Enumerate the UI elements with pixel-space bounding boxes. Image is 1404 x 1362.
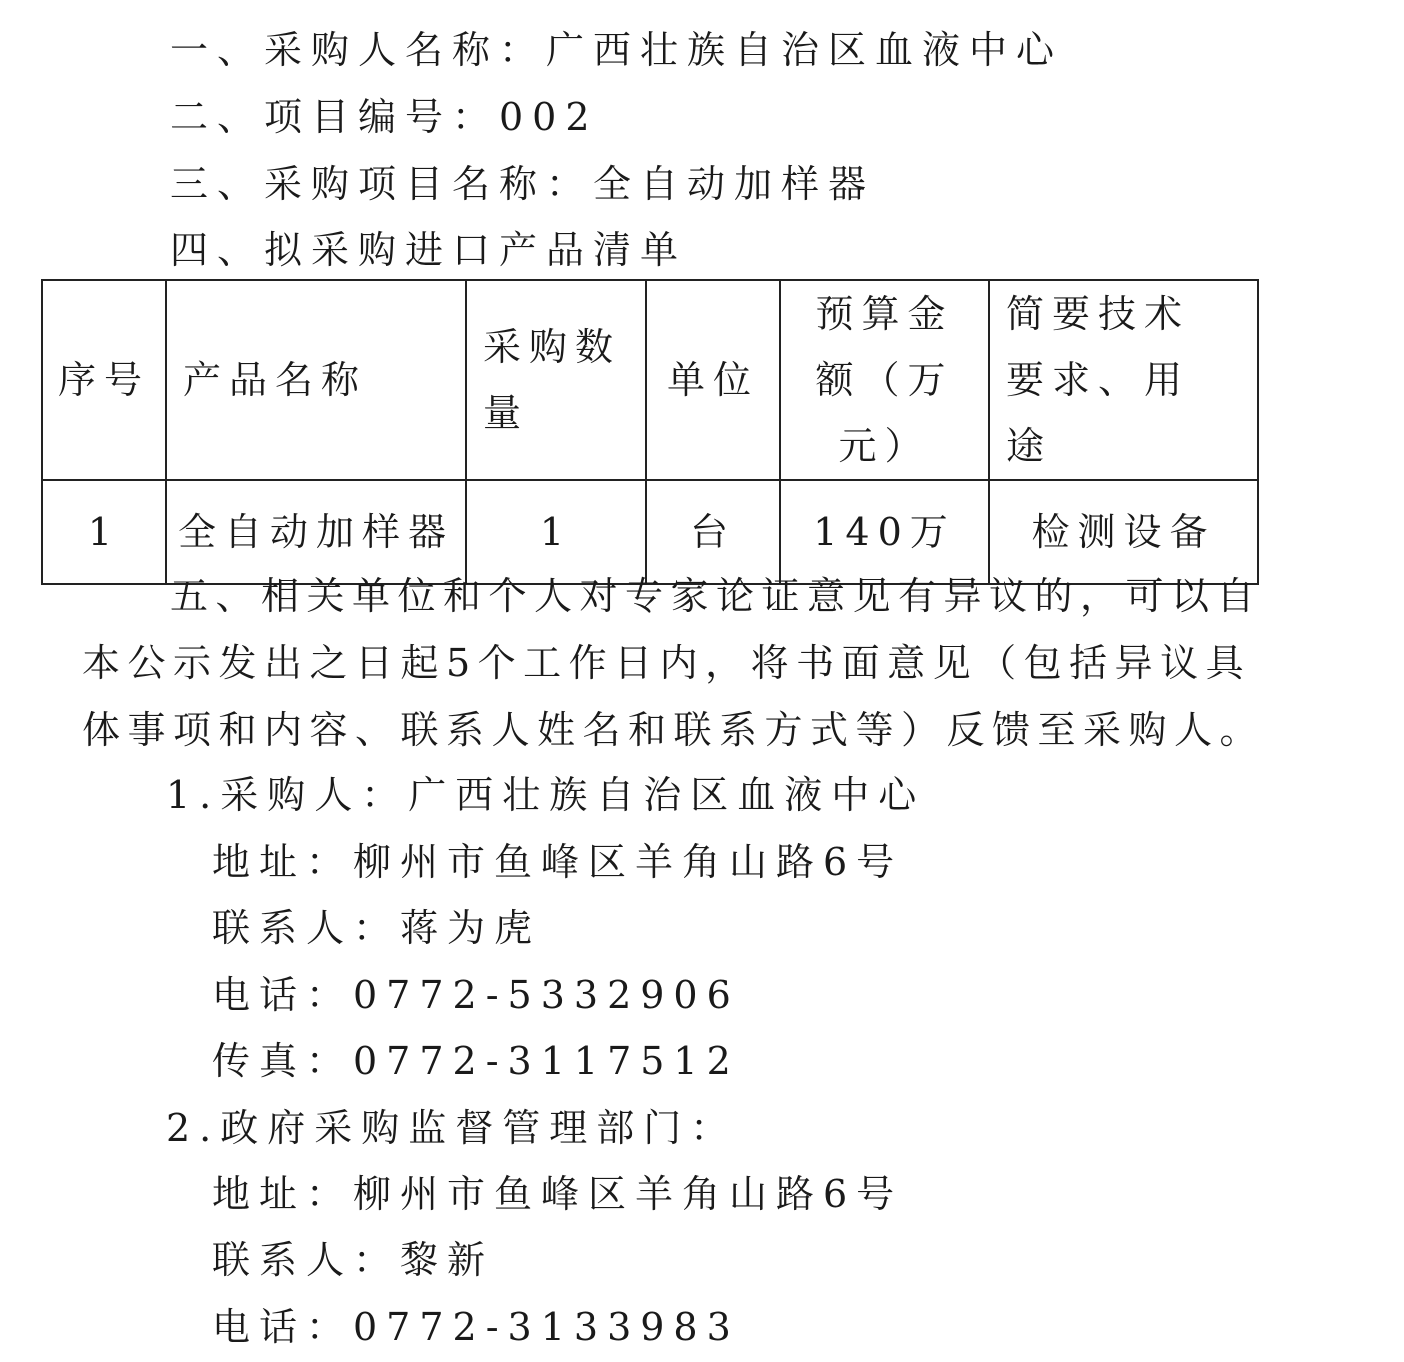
purchaser-address: 地址：柳州市鱼峰区羊角山路6号 bbox=[212, 840, 904, 884]
purchaser-phone: 电话：0772-5332906 bbox=[212, 973, 740, 1017]
purchaser-contact-title: 1.采购人：广西壮族自治区血液中心 bbox=[166, 773, 926, 817]
table-header-row bbox=[42, 280, 1258, 480]
purchaser-name-line: 一、采购人名称：广西壮族自治区血液中心 bbox=[170, 28, 1064, 72]
purchaser-fax: 传真：0772-3117512 bbox=[212, 1039, 740, 1083]
cell-product-name: 全自动加样器 bbox=[166, 480, 466, 584]
product-list-heading: 四、拟采购进口产品清单 bbox=[170, 228, 688, 272]
header-product-name: 产品名称 bbox=[166, 280, 466, 480]
cell-unit: 台 bbox=[646, 480, 780, 584]
objection-line-3: 体事项和内容、联系人姓名和联系方式等）反馈至采购人。 bbox=[82, 708, 1266, 752]
supervisor-contact-person: 联系人：黎新 bbox=[212, 1238, 495, 1282]
header-quantity: 采购数量 bbox=[466, 280, 646, 480]
cell-index: 1 bbox=[42, 480, 166, 584]
table-row bbox=[42, 480, 1258, 584]
objection-line-1: 五、相关单位和个人对专家论证意见有异议的，可以自 bbox=[170, 574, 1263, 618]
product-table bbox=[41, 279, 1259, 585]
supervisor-address: 地址：柳州市鱼峰区羊角山路6号 bbox=[212, 1172, 904, 1216]
header-tech-requirements: 简要技术要求、用途 bbox=[989, 280, 1258, 480]
header-budget: 预算金额（万元） bbox=[780, 280, 989, 480]
cell-tech-requirements: 检测设备 bbox=[989, 480, 1258, 584]
header-index: 序号 bbox=[42, 280, 166, 480]
project-name-line: 三、采购项目名称：全自动加样器 bbox=[170, 162, 876, 206]
objection-line-2: 本公示发出之日起5个工作日内，将书面意见（包括异议具 bbox=[82, 641, 1252, 685]
header-unit: 单位 bbox=[646, 280, 780, 480]
project-number-line: 二、项目编号：002 bbox=[170, 95, 599, 139]
supervisor-contact-title: 2.政府采购监督管理部门： bbox=[166, 1106, 738, 1150]
cell-quantity: 1 bbox=[466, 480, 646, 584]
cell-budget: 140万 bbox=[780, 480, 989, 584]
purchaser-contact-person: 联系人：蒋为虎 bbox=[212, 906, 542, 950]
supervisor-phone: 电话：0772-3133983 bbox=[212, 1305, 740, 1349]
